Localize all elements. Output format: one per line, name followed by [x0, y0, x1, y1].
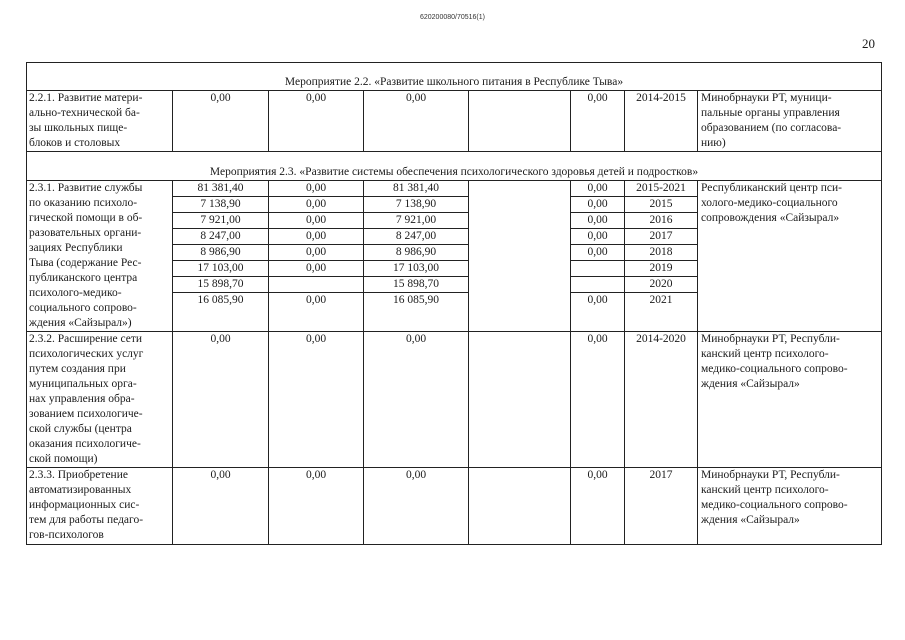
value: 8 247,00: [173, 229, 268, 245]
measure-name-line: зованием психологиче-: [29, 408, 143, 420]
measure-name-cell: [27, 91, 173, 152]
value: 7 921,00: [173, 213, 268, 229]
value: 0,00: [305, 294, 327, 306]
republic-cell: 0,00: [364, 468, 469, 545]
table-row: [27, 181, 882, 332]
table-row: [27, 332, 882, 468]
measure-name-line: Тыва (содержание Рес-: [29, 257, 142, 269]
measure-name-line: разовательных органи-: [29, 227, 142, 239]
measure-name-line: 2.3.1. Развитие службы: [29, 182, 143, 194]
value: 0,00: [571, 181, 624, 197]
local-cell: 0,00: [571, 332, 625, 468]
executor-line: пальные органы управления: [701, 107, 840, 119]
measure-name-line: зациях Республики: [29, 242, 123, 254]
executor-line: ждения «Сайзырал»: [701, 378, 800, 390]
executor-line: Республиканский центр пси-: [701, 182, 842, 194]
executor-line: медико-социального сопрово-: [701, 363, 848, 375]
executor-line: холого-медико-социального: [701, 197, 838, 209]
total-cell: 0,00: [173, 468, 269, 545]
local-cell: 0,00: [571, 91, 625, 152]
measure-name-line: автоматизированных: [29, 484, 132, 496]
document-id: 620200080/70516(1): [419, 14, 485, 21]
value: 8 986,90: [364, 245, 468, 261]
measure-name-line: гической помощи в об-: [29, 212, 143, 224]
executor-line: образованием (по согласова-: [701, 122, 842, 134]
measure-name-cell: [27, 468, 173, 545]
value: 0,00: [571, 229, 624, 245]
measure-name-line: ской службы (центра: [29, 423, 132, 435]
executor-line: канский центр психолого-: [701, 484, 829, 496]
value: 2018: [625, 245, 697, 261]
value: 16 085,90: [393, 294, 439, 306]
value: 7 138,90: [173, 197, 268, 213]
measure-name-line: 2.3.3. Приобретение: [29, 469, 128, 481]
value: 15 898,70: [364, 277, 468, 293]
value: 2021: [649, 294, 673, 306]
federal-cell: 0,00: [269, 332, 364, 468]
measure-name-line: муниципальных орга-: [29, 378, 137, 390]
federal-cell: [269, 181, 364, 332]
value: 17 103,00: [364, 261, 468, 277]
years-cell: 2014-2020: [625, 332, 698, 468]
measure-name-line: гов-психологов: [29, 529, 104, 541]
program-table: [26, 62, 882, 545]
empty-cell: [469, 468, 571, 545]
value: 2020: [625, 277, 697, 293]
section-header-2-3: [27, 165, 882, 181]
total-cell: 0,00: [173, 91, 269, 152]
value: 2015: [625, 197, 697, 213]
measure-name-line: блоков и столовых: [29, 137, 121, 149]
measure-name-line: по оказанию психоло-: [29, 197, 138, 209]
section-header-2-2: [27, 75, 882, 91]
measure-name-line: психологических услуг: [29, 348, 144, 360]
executor-line: ждения «Сайзырал»: [701, 514, 800, 526]
federal-cell: 0,00: [269, 91, 364, 152]
executor-line: Минобрнауки РТ, Республи-: [701, 333, 840, 345]
measure-name-line: ской помощи): [29, 453, 98, 465]
executor-cell: [698, 468, 882, 545]
total-cell: 0,00: [173, 332, 269, 468]
republic-cell: [364, 181, 469, 332]
empty-cell: [469, 181, 571, 332]
measure-name-cell: [27, 181, 173, 332]
executor-line: канский центр психолого-: [701, 348, 829, 360]
federal-cell: 0,00: [269, 468, 364, 545]
measure-name-line: информационных сис-: [29, 499, 140, 511]
executor-line: сопровождения «Сайзырал»: [701, 212, 840, 224]
page-number: 20: [862, 36, 875, 51]
measure-name-line: нах управления обра-: [29, 393, 135, 405]
measure-name-cell: [27, 332, 173, 468]
empty-cell: [469, 91, 571, 152]
measure-name-line: 2.2.1. Развитие матери-: [29, 92, 143, 104]
value: 0,00: [269, 181, 363, 197]
value: 8 986,90: [173, 245, 268, 261]
value: 0,00: [571, 213, 624, 229]
years-cell: 2014-2015: [625, 91, 698, 152]
years-cell: 2017: [625, 468, 698, 545]
measure-name-line: публиканского центра: [29, 272, 138, 284]
years-cell: [625, 181, 698, 332]
value: 0,00: [269, 245, 363, 261]
value: 0,00: [269, 197, 363, 213]
value: 7 138,90: [364, 197, 468, 213]
republic-cell: 0,00: [364, 91, 469, 152]
measure-name-line: социального сопрово-: [29, 302, 137, 314]
table-row: [27, 91, 882, 152]
value: [571, 277, 624, 293]
executor-line: Минобрнауки РТ, Республи-: [701, 469, 840, 481]
value: 8 247,00: [364, 229, 468, 245]
total-cell: [173, 181, 269, 332]
local-cell: [571, 181, 625, 332]
local-cell: 0,00: [571, 468, 625, 545]
value: 2019: [625, 261, 697, 277]
value: 16 085,90: [197, 294, 244, 306]
table-blank-row: [27, 152, 882, 166]
value: 17 103,00: [173, 261, 268, 277]
value: 0,00: [587, 294, 608, 306]
measure-name-line: психолого-медико-: [29, 287, 122, 299]
measure-name-line: путем создания при: [29, 363, 126, 375]
value: 15 898,70: [173, 277, 268, 293]
measure-name-line: тем для работы педаго-: [29, 514, 144, 526]
value: 0,00: [269, 229, 363, 245]
executor-line: медико-социального сопрово-: [701, 499, 848, 511]
section-title: Мероприятия 2.3. «Развитие системы обеспечения психологического здоровья детей и подростков»: [27, 165, 882, 181]
measure-name-line: ально-технической ба-: [29, 107, 140, 119]
value: 0,00: [571, 197, 624, 213]
republic-cell: 0,00: [364, 332, 469, 468]
measure-name-line: ждения «Сайзырал»): [29, 317, 132, 329]
value: 2017: [625, 229, 697, 245]
executor-line: нию): [701, 137, 726, 149]
value: 0,00: [269, 261, 363, 277]
measure-name-line: 2.3.2. Расширение сети: [29, 333, 143, 345]
section-title: Мероприятие 2.2. «Развитие школьного питания в Республике Тыва»: [27, 75, 882, 91]
empty-cell: [469, 332, 571, 468]
value: 81 381,40: [173, 181, 268, 197]
value: [269, 277, 363, 293]
executor-cell: [698, 181, 882, 332]
value: 81 381,40: [364, 181, 468, 197]
executor-line: Минобрнауки РТ, муници-: [701, 92, 832, 104]
table-top-blank-row: [27, 63, 882, 76]
value: 2016: [625, 213, 697, 229]
measure-name-line: зы школьных пище-: [29, 122, 128, 134]
value: [571, 261, 624, 277]
value: 0,00: [571, 245, 624, 261]
value: 2015-2021: [625, 181, 697, 197]
executor-cell: [698, 332, 882, 468]
value: 0,00: [269, 213, 363, 229]
measure-name-line: оказания психологиче-: [29, 438, 141, 450]
table-row: [27, 468, 882, 545]
value: 7 921,00: [364, 213, 468, 229]
executor-cell: [698, 91, 882, 152]
